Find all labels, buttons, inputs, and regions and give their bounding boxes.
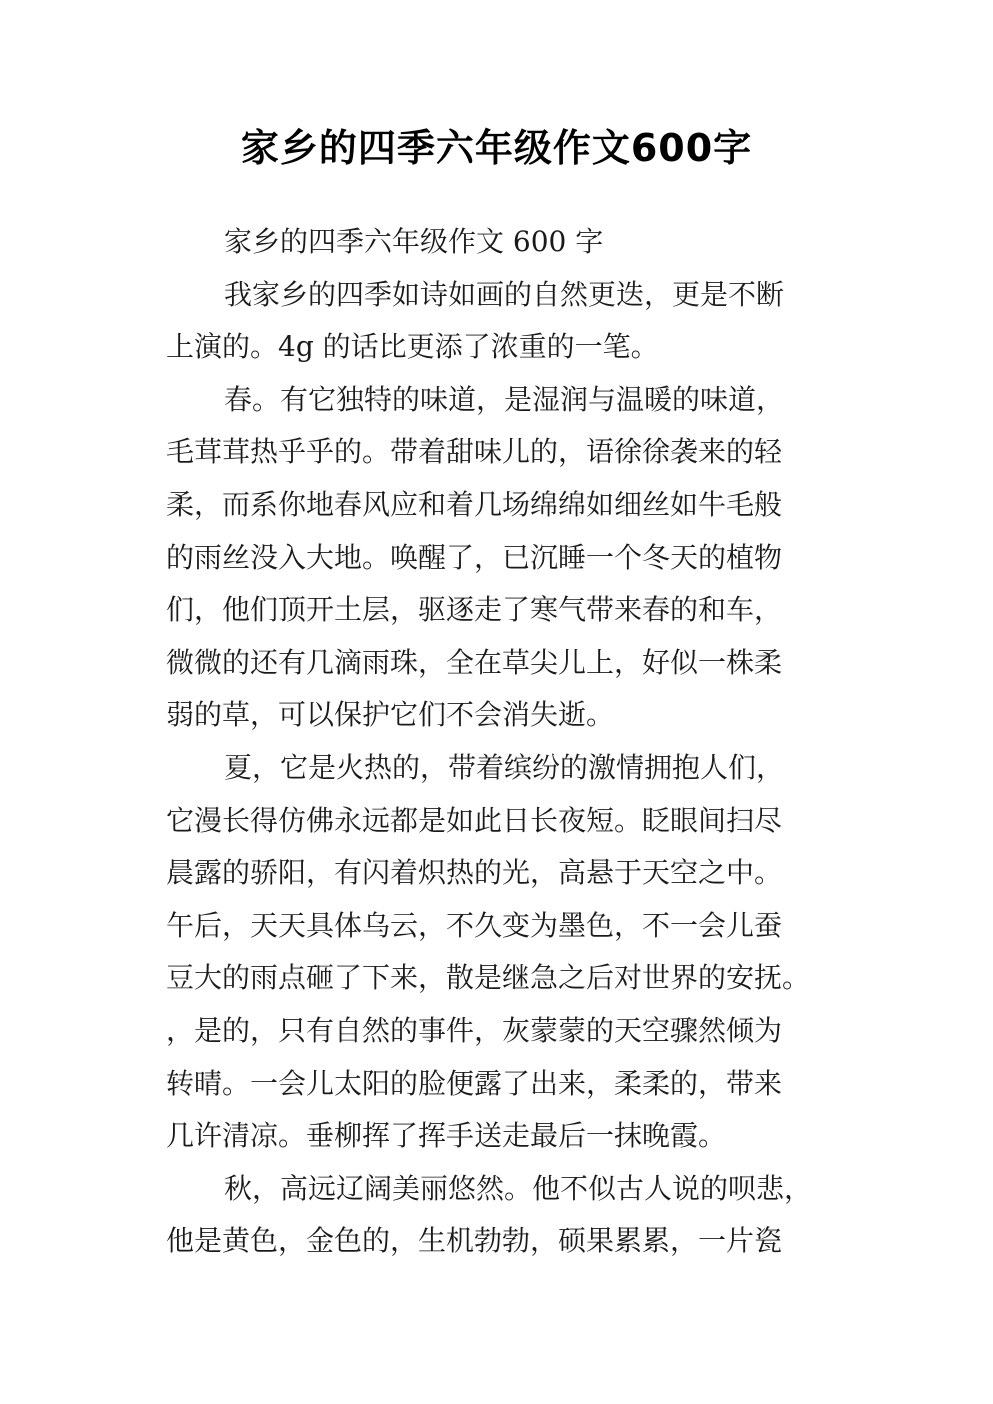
body-line-spring-2: 毛茸茸热乎乎的。带着甜味儿的，语徐徐袭来的轻 [166, 435, 783, 469]
body-line-summer-3: 晨露的骄阳，有闪着炽热的光，高悬于天空之中。 [166, 856, 783, 890]
body-line-autumn-2: 他是黄色，金色的，生机勃勃，硕果累累，一片瓷 [166, 1224, 783, 1258]
document-title: 家乡的四季六年级作文600字 [240, 126, 753, 170]
body-line-summer-8: 几许清凉。垂柳挥了挥手送走最后一抹晚霞。 [166, 1119, 727, 1153]
body-line-spring-4: 的雨丝没入大地。唤醒了，已沉睡一个冬天的植物 [166, 540, 783, 574]
body-line-intro-1: 我家乡的四季如诗如画的自然更迭，更是不断 [224, 277, 785, 311]
body-line-summer-2: 它漫长得仿佛永远都是如此日长夜短。眨眼间扫尽 [166, 803, 783, 837]
body-line-summer-1: 夏，它是火热的，带着缤纷的激情拥抱人们， [224, 750, 785, 784]
body-line-summer-7: 转晴。一会儿太阳的脸便露了出来，柔柔的，带来 [166, 1066, 783, 1100]
body-line-subtitle: 家乡的四季六年级作文 600 字 [224, 225, 604, 258]
body-line-spring-5: 们，他们顶开土层，驱逐走了寒气带来春的和车， [166, 593, 783, 627]
body-line-spring-1: 春。有它独特的味道，是湿润与温暖的味道， [224, 382, 785, 416]
body-line-summer-4: 午后，天天具体乌云，不久变为墨色，不一会儿蚕 [166, 908, 783, 942]
body-line-autumn-1: 秋，高远辽阔美丽悠然。他不似古人说的呗悲， [224, 1171, 813, 1205]
body-line-summer-6: ，是的，只有自然的事件，灰蒙蒙的天空骤然倾为 [166, 1013, 783, 1047]
body-line-spring-3: 柔，而系你地春风应和着几场绵绵如细丝如牛毛般 [166, 487, 783, 521]
body-line-spring-6: 微微的还有几滴雨珠，全在草尖儿上，好似一株柔 [166, 645, 783, 679]
body-line-spring-7: 弱的草，可以保护它们不会消失逝。 [166, 698, 615, 732]
document-body [166, 216, 846, 1268]
body-line-intro-2: 上演的。4g 的话比更添了浓重的一笔。 [166, 330, 659, 364]
body-line-summer-5: 豆大的雨点砸了下来，散是继急之后对世界的安抚。 [166, 961, 811, 995]
